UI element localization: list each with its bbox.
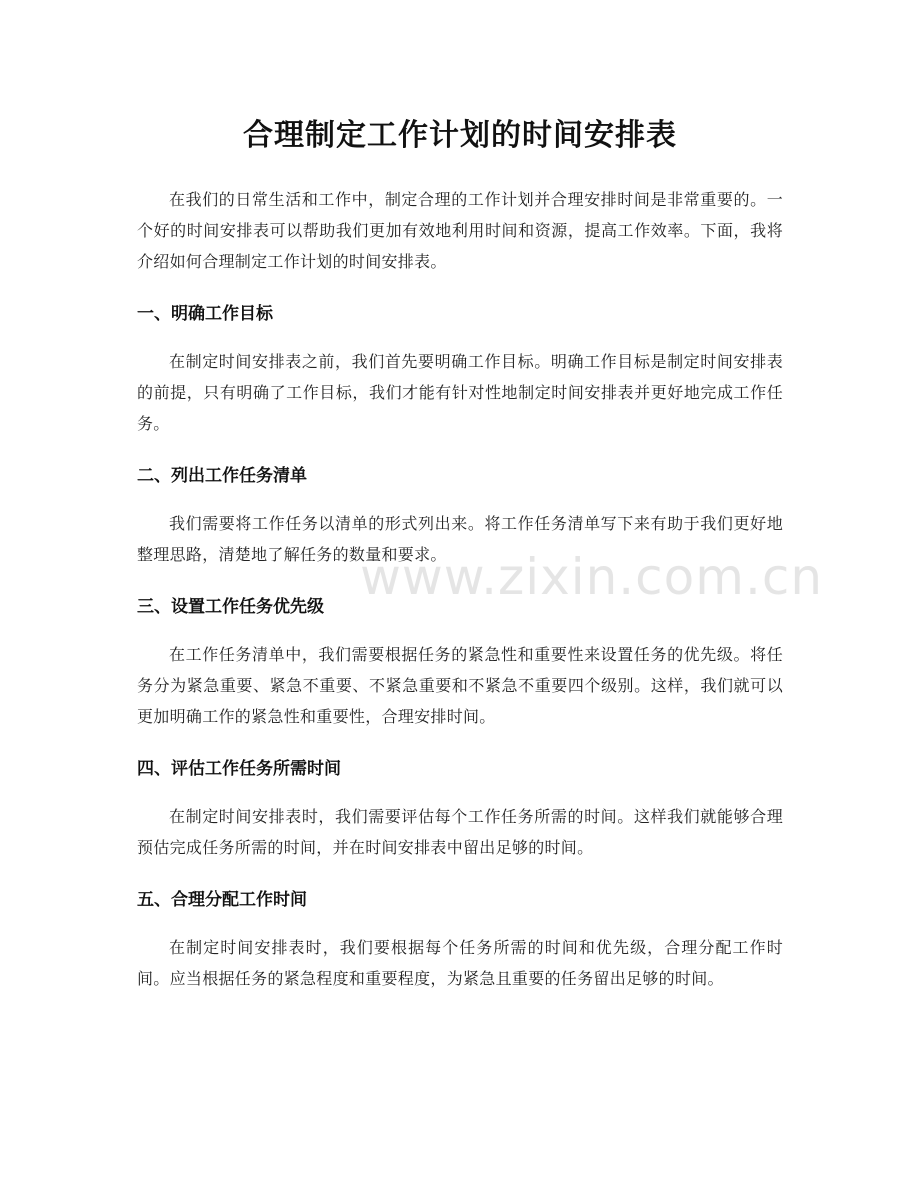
watermark-text: www.zixin.com.cn (360, 548, 824, 606)
section-heading-5: 五、合理分配工作时间 (137, 890, 307, 910)
section-heading-3: 三、设置工作任务优先级 (137, 597, 324, 617)
section-heading-4: 四、评估工作任务所需时间 (137, 759, 341, 779)
section-heading-1: 一、明确工作目标 (137, 304, 273, 324)
section-body-4: 在制定时间安排表时，我们需要评估每个工作任务所需的时间。这样我们就能够合理预估完成任务所需的时间，并在时间安排表中留出足够的时间。 (137, 807, 783, 857)
intro-paragraph: 在我们的日常生活和工作中，制定合理的工作计划并合理安排时间是非常重要的。一个好的时间安排表可以帮助我们更加有效地利用时间和资源，提高工作效率。下面，我将介绍如何合理制定工作计划的时间安排表。 (137, 190, 783, 271)
document-content (137, 184, 783, 994)
section-body-2: 我们需要将工作任务以清单的形式列出来。将工作任务清单写下来有助于我们更好地整理思路，清楚地了解任务的数量和要求。 (137, 514, 783, 564)
section-body-3: 在工作任务清单中，我们需要根据任务的紧急性和重要性来设置任务的优先级。将任务分为紧急重要、紧急不重要、不紧急重要和不紧急不重要四个级别。这样，我们就可以更加明确工作的紧急性和重要性，合理安排时间。 (137, 645, 783, 726)
section-body-5: 在制定时间安排表时，我们要根据每个任务所需的时间和优先级，合理分配工作时间。应当根据任务的紧急程度和重要程度，为紧急且重要的任务留出足够的时间。 (137, 938, 783, 988)
section-heading-2: 二、列出工作任务清单 (137, 466, 307, 486)
section-body-1: 在制定时间安排表之前，我们首先要明确工作目标。明确工作目标是制定时间安排表的前提，只有明确了工作目标，我们才能有针对性地制定时间安排表并更好地完成工作任务。 (137, 352, 783, 433)
document-title: 合理制定工作计划的时间安排表 (243, 118, 677, 153)
